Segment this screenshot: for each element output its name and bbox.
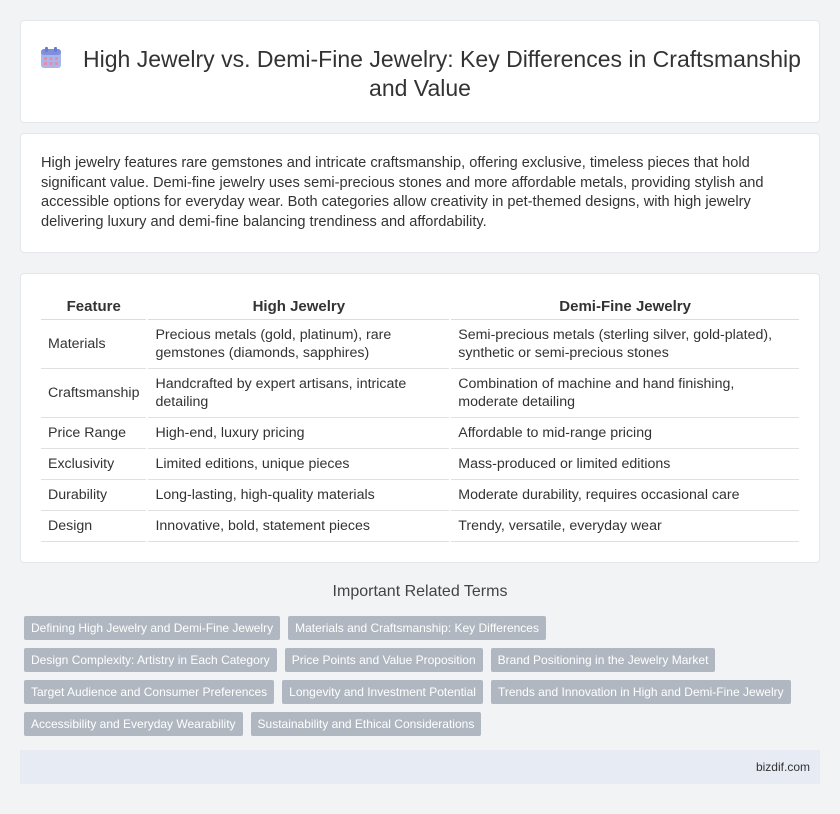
column-header-demi-fine: Demi-Fine Jewelry [450,294,799,319]
related-term-tag[interactable]: Sustainability and Ethical Considerations [251,712,482,736]
related-term-tag[interactable]: Brand Positioning in the Jewelry Market [491,648,716,672]
table-cell: Affordable to mid-range pricing [450,417,799,448]
table-cell: Long-lasting, high-quality materials [147,479,450,510]
column-header-high-jewelry: High Jewelry [147,294,450,319]
page-title-wrap [21,45,819,103]
header-card [20,20,820,123]
related-term-tag[interactable]: Price Points and Value Proposition [285,648,483,672]
related-terms-heading: Important Related Terms [332,583,508,600]
table-cell: Limited editions, unique pieces [147,448,450,479]
table-cell: Design [41,510,147,541]
related-term-tag[interactable]: Trends and Innovation in High and Demi-Fine Jewelry [491,680,791,704]
table-cell: Combination of machine and hand finishing, moderate detailing [450,368,799,417]
calendar-icon [39,46,63,70]
table-header-row [41,294,799,319]
related-term-tag[interactable]: Longevity and Investment Potential [282,680,483,704]
table-cell: High-end, luxury pricing [147,417,450,448]
related-term-tag[interactable]: Materials and Craftsmanship: Key Differences [288,616,546,640]
intro-paragraph: High jewelry features rare gemstones and intricate craftsmanship, offering exclusive, timeless pieces that hold significant value. Demi-fine jewelry uses semi-precious stones and more affordable metals, providing stylish and accessible options for everyday wear. Both categories allow creativity in pet-themed designs, with high jewelry delivering luxury and demi-fine balancing trendiness and affordability. [41,155,764,230]
table-cell: Craftsmanship [41,368,147,417]
table-row [41,510,799,541]
table-cell: Materials [41,319,147,368]
table-row [41,368,799,417]
table-row [41,448,799,479]
footer [20,750,820,784]
table-cell: Handcrafted by expert artisans, intricate detailing [147,368,450,417]
intro-card [20,133,820,253]
comparison-card [20,273,820,563]
table-cell: Price Range [41,417,147,448]
comparison-table [41,294,799,542]
table-cell: Innovative, bold, statement pieces [147,510,450,541]
table-row [41,417,799,448]
related-term-tag[interactable]: Defining High Jewelry and Demi-Fine Jewelry [24,616,280,640]
table-cell: Mass-produced or limited editions [450,448,799,479]
table-cell: Moderate durability, requires occasional care [450,479,799,510]
related-term-tag[interactable]: Design Complexity: Artistry in Each Category [24,648,277,672]
table-row [41,319,799,368]
related-term-tag[interactable]: Target Audience and Consumer Preferences [24,680,274,704]
column-header-feature: Feature [41,294,147,319]
table-cell: Precious metals (gold, platinum), rare gemstones (diamonds, sapphires) [147,319,450,368]
table-row [41,479,799,510]
table-cell: Semi-precious metals (sterling silver, gold-plated), synthetic or semi-precious stones [450,319,799,368]
related-term-tag[interactable]: Accessibility and Everyday Wearability [24,712,243,736]
table-cell: Exclusivity [41,448,147,479]
table-cell: Durability [41,479,147,510]
table-cell: Trendy, versatile, everyday wear [450,510,799,541]
page-title: High Jewelry vs. Demi-Fine Jewelry: Key Differences in Craftsmanship and Value [83,46,801,101]
footer-site-link[interactable]: bizdif.com [755,760,810,774]
related-terms-list [24,616,814,744]
